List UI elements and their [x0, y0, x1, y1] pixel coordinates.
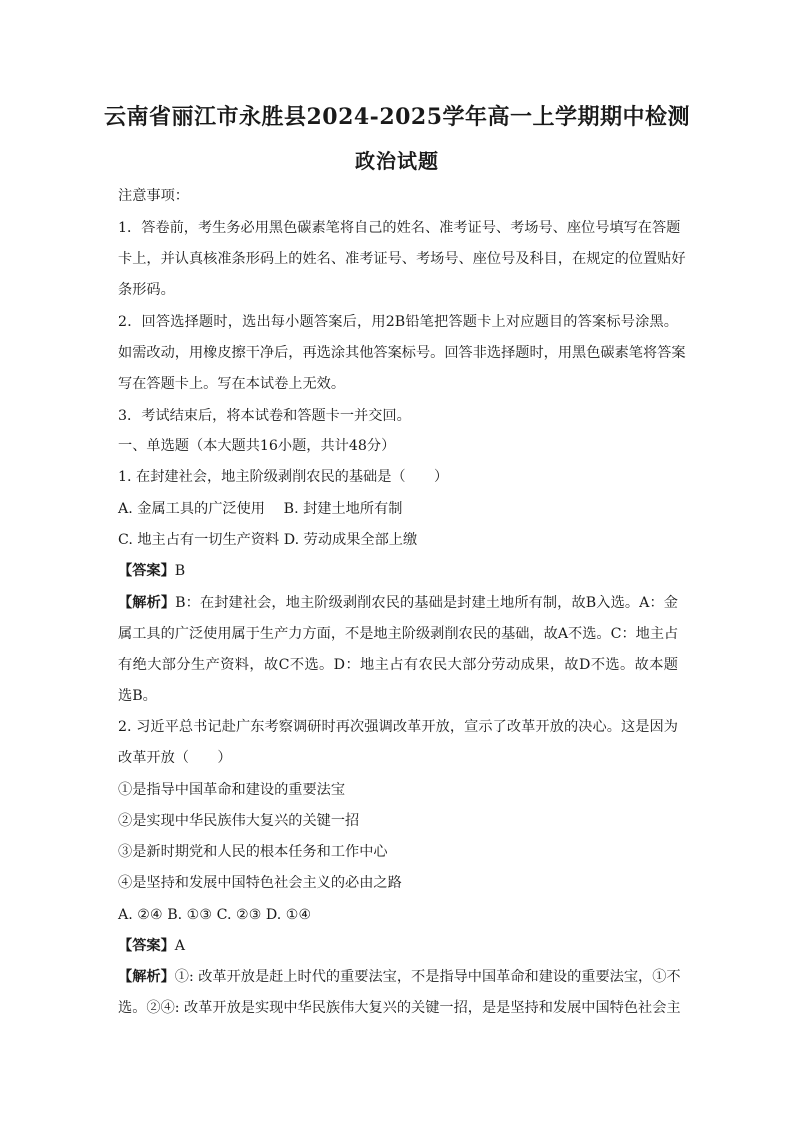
question-1-analysis-line-2: 属工具的广泛使用属于生产力方面，不是地主阶级剥削农民的基础，故A不选。C：地主占: [118, 626, 679, 642]
exam-subject-title: 政治试题: [355, 149, 439, 173]
question-2-item-2: ②是实现中华民族伟大复兴的关键一招: [118, 813, 360, 829]
answer-value: A: [174, 938, 186, 954]
section-heading: 一、单选题（本大题共16小题，共计48分）: [118, 438, 396, 454]
question-1-analysis-line-1: [118, 593, 678, 613]
question-1-options-ab: A. 金属工具的广泛使用 B. 封建土地所有制: [118, 501, 403, 517]
question-1-analysis-line-3: 有绝大部分生产资料，故C不选。D：地主占有农民大部分劳动成果，故D不选。故本题: [118, 657, 678, 673]
note-3: 3．考试结束后，将本试卷和答题卡一并交回。: [118, 408, 411, 424]
question-2-analysis-line-2: 选。②④: 改革开放是实现中华民族伟大复兴的关键一招，是是坚持和发展中国特色社会主: [118, 1000, 681, 1016]
notes-heading: 注意事项：: [118, 188, 189, 204]
analysis-label: 【解析】: [118, 595, 176, 611]
note-2-line-3: 写在答题卡上。写在本试卷上无效。: [118, 376, 346, 392]
answer-label: 【答案】: [118, 563, 175, 579]
question-2-item-1: ①是指导中国革命和建设的重要法宝: [118, 782, 346, 798]
analysis-text: ①: 改革开放是赶上时代的重要法宝，不是指导中国革命和建设的重要法宝，①不: [174, 969, 681, 985]
exam-title: 云南省丽江市永胜县2024-2025学年高一上学期期中检测: [103, 104, 691, 130]
question-2-item-3: ③是新时期党和人民的根本任务和工作中心: [118, 844, 388, 860]
question-2-options: A. ②④ B. ①③ C. ②③ D. ①④: [118, 907, 312, 923]
note-2-line-2: 如需改动，用橡皮擦干净后，再选涂其他答案标号。回答非选择题时，用黑色碳素笔将答案: [118, 345, 686, 361]
question-2-item-4: ④是坚持和发展中国特色社会主义的必由之路: [118, 875, 402, 891]
note-1-line-3: 条形码。: [118, 282, 175, 298]
question-1-answer: [118, 561, 678, 581]
question-2-answer: [118, 936, 678, 956]
note-1-line-1: 1．答卷前，考生务必用黑色碳素笔将自己的姓名、准考证号、考场号、座位号填写在答题: [118, 220, 681, 236]
note-1-line-2: 卡上，并认真核准条形码上的姓名、准考证号、考场号、座位号及科目，在规定的位置贴好: [118, 251, 686, 267]
question-2-analysis-line-1: [118, 967, 681, 987]
question-1-options-cd: C. 地主占有一切生产资料 D. 劳动成果全部上缴: [118, 532, 418, 548]
answer-value: B: [174, 563, 186, 579]
question-2-stem-line-1: 2. 习近平总书记赴广东考察调研时再次强调改革开放，宣示了改革开放的决心。这是因为: [118, 719, 678, 735]
analysis-text: B：在封建社会，地主阶级剥削农民的基础是封建土地所有制，故B入选。A：金: [175, 595, 678, 611]
note-2-line-1: 2．回答选择题时，选出每小题答案后，用2B铅笔把答题卡上对应题目的答案标号涂黑。: [118, 314, 678, 330]
analysis-label: 【解析】: [118, 969, 175, 985]
answer-label: 【答案】: [118, 938, 175, 954]
question-1-analysis-line-4: 选B。: [118, 688, 157, 704]
question-1-stem: 1. 在封建社会，地主阶级剥削农民的基础是（ ）: [118, 469, 449, 485]
question-2-stem-line-2: 改革开放（ ）: [118, 750, 232, 766]
